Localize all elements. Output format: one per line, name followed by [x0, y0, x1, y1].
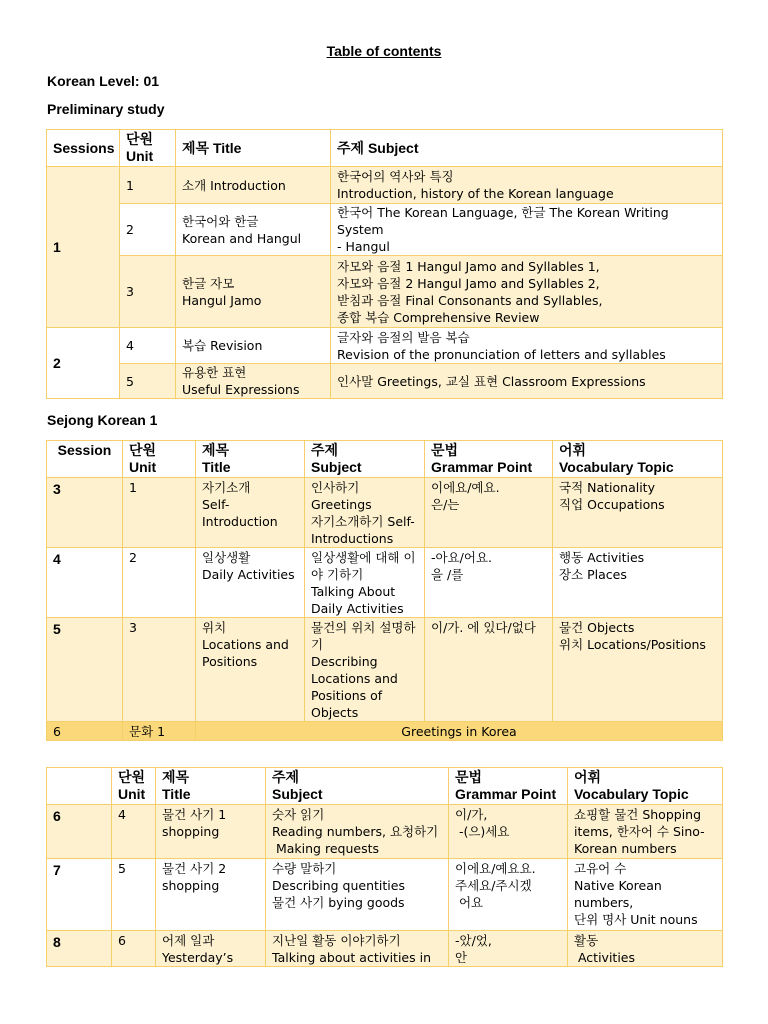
subject-line: 숫자 읽기 [272, 807, 325, 822]
title-cell [156, 859, 266, 931]
subject-line: 한국어의 역사와 특징 [337, 169, 454, 184]
subject-line: Describing [311, 654, 378, 669]
title-line: 소개 Introduction [182, 177, 286, 193]
header-unit-en: Unit [126, 148, 154, 164]
sejong-heading: Sejong Korean 1 [47, 412, 158, 428]
subject-line: Locations and [311, 671, 398, 686]
culture-text: Greetings in Korea [196, 722, 723, 741]
subject-line: Reading numbers, 요청하기 [272, 824, 439, 839]
vocab-line: 고유어 수 [574, 861, 627, 876]
session-cell: 5 [47, 618, 123, 722]
session-cell: 2 [47, 328, 120, 399]
header-sessions: Sessions [47, 130, 120, 167]
vocab-cell [553, 618, 723, 722]
subject-cell [266, 805, 449, 859]
level-heading: Korean Level: 01 [47, 73, 160, 89]
table-row [47, 364, 723, 399]
header-subject [266, 768, 449, 805]
header-line: Vocabulary Topic [574, 786, 689, 802]
table-row [47, 167, 723, 204]
grammar-line: 주세요/주시겠 [455, 878, 532, 893]
session-cell: 7 [47, 859, 112, 931]
vocab-line: 장소 Places [559, 567, 627, 582]
grammar-line: 은/는 [431, 497, 460, 512]
subject-line: Positions of [311, 688, 383, 703]
header-line: 주제 [272, 769, 300, 785]
grammar-line: 이/가, [455, 807, 488, 822]
unit-cell: 2 [120, 204, 176, 256]
title-line: 물건 사기 1 [162, 807, 227, 822]
document-title: Table of contents [326, 43, 442, 59]
header-line: 주제 [311, 442, 339, 458]
header-unit-ko: 단원 [126, 131, 154, 147]
unit-cell: 4 [120, 328, 176, 364]
vocab-line: Native Korean [574, 878, 662, 893]
title-line: Useful Expressions [182, 382, 300, 397]
preliminary-heading: Preliminary study [47, 101, 165, 117]
unit-cell: 1 [123, 478, 196, 548]
header-line: 단원 [118, 769, 146, 785]
unit-cell: 1 [120, 167, 176, 204]
header-title [196, 441, 305, 478]
subject-cell [331, 364, 723, 399]
subject-cell [305, 548, 425, 618]
header-line: Subject [272, 786, 323, 802]
subject-line: 인사말 Greetings, 교실 표현 Classroom Expressions [337, 373, 646, 389]
title-cell [196, 548, 305, 618]
subject-line: Making requests [272, 841, 379, 856]
table-header-row [47, 130, 723, 167]
grammar-cell [425, 618, 553, 722]
subject-line: Revision of the pronunciation of letters and syllables [337, 346, 666, 362]
header-subject: 주제 Subject [331, 130, 723, 167]
title-line: Daily Activities [202, 567, 295, 582]
title-line: Self- [202, 497, 230, 512]
vocab-cell [553, 548, 723, 618]
grammar-cell [449, 931, 568, 967]
subject-line: 인사하기 Greetings [311, 480, 372, 512]
table-row [47, 328, 723, 364]
preliminary-table [46, 129, 723, 399]
title-cell [176, 167, 331, 204]
header-grammar [425, 441, 553, 478]
header-session-empty [47, 768, 112, 805]
vocab-cell [553, 478, 723, 548]
subject-line: Introduction, history of the Korean language [337, 186, 614, 201]
grammar-line: -았/었, [455, 933, 492, 948]
subject-line: 수량 말하기 [272, 861, 337, 876]
session-cell: 1 [47, 167, 120, 328]
title-cell [176, 328, 331, 364]
grammar-cell [449, 805, 568, 859]
sejong-table [46, 440, 723, 741]
title-line: 한글 자모 [182, 275, 235, 291]
subject-line: Introductions [311, 531, 394, 546]
subject-line: Daily Activities [311, 601, 404, 616]
subject-line: 글자와 음절의 발음 복습 [337, 329, 470, 345]
subject-cell [266, 931, 449, 967]
header-line: Grammar Point [431, 459, 533, 475]
subject-line: 한국어 The Korean Language, 한글 The Korean Writing System [337, 205, 669, 237]
vocab-cell [568, 859, 723, 931]
table-row [47, 256, 723, 328]
header-line: 제목 [202, 442, 230, 458]
grammar-line: 어요 [455, 895, 484, 910]
vocab-cell [568, 931, 723, 967]
header-line: Unit [118, 786, 146, 802]
title-cell [176, 204, 331, 256]
table-header-row [47, 441, 723, 478]
grammar-line: 안 [455, 950, 468, 965]
continuation-table [46, 767, 723, 967]
grammar-line: -아요/어요. [431, 550, 492, 565]
header-line: 제목 [162, 769, 190, 785]
title-line: shopping [162, 878, 220, 893]
title-line: Yesterday’s [162, 950, 234, 965]
title-line: shopping [162, 824, 220, 839]
header-line: 어휘 [559, 442, 587, 458]
header-line: 문법 [455, 769, 483, 785]
title-line: 일상생활 [202, 550, 251, 565]
unit-cell: 5 [120, 364, 176, 399]
grammar-line: 을 /를 [431, 567, 464, 582]
header-vocab [568, 768, 723, 805]
header-line: Title [202, 459, 231, 475]
header-grammar [449, 768, 568, 805]
subject-line: 자모와 음절 2 Hangul Jamo and Syllables 2, [337, 275, 600, 291]
title-cell [156, 931, 266, 967]
subject-cell [305, 618, 425, 722]
vocab-line: items, 한자어 수 Sino- [574, 824, 705, 839]
session-cell: 3 [47, 478, 123, 548]
title-line: 자기소개 [202, 480, 251, 495]
header-line: Subject [311, 459, 362, 475]
subject-line: 자기소개하기 Self- [311, 514, 415, 529]
table-row [47, 204, 723, 256]
title-line: 한국어와 한글 [182, 213, 259, 229]
header-line: Unit [129, 459, 157, 475]
table-row [47, 931, 723, 967]
vocab-line: 물건 Objects [559, 620, 635, 635]
subject-line: 일상생활에 대해 이야 기하기 [311, 550, 416, 582]
vocab-line: 쇼핑할 물건 Shopping [574, 807, 702, 822]
grammar-cell [425, 548, 553, 618]
table-row [47, 805, 723, 859]
subject-line: - Hangul [337, 239, 390, 254]
unit-cell: 4 [112, 805, 156, 859]
table-row [47, 859, 723, 931]
title-cell [156, 805, 266, 859]
grammar-cell [425, 478, 553, 548]
vocab-line: numbers, [574, 895, 634, 910]
grammar-line: 이/가. 에 있다/없다 [431, 620, 536, 635]
title-line: Introduction [202, 514, 278, 529]
subject-line: Objects [311, 705, 359, 720]
subject-cell [305, 478, 425, 548]
header-unit [120, 130, 176, 167]
header-line: Title [162, 786, 191, 802]
title-line: Locations and [202, 637, 289, 652]
header-title: 제목 Title [176, 130, 331, 167]
unit-cell: 5 [112, 859, 156, 931]
subject-line: 자모와 음절 1 Hangul Jamo and Syllables 1, [337, 258, 600, 274]
table-row [47, 478, 723, 548]
vocab-line: 단위 명사 Unit nouns [574, 912, 698, 927]
vocab-line: 활동 [574, 933, 599, 948]
title-line: Korean and Hangul [182, 230, 302, 246]
session-cell: 8 [47, 931, 112, 967]
culture-row [47, 722, 723, 741]
header-line: 어휘 [574, 769, 602, 785]
title-line: 복습 Revision [182, 338, 263, 353]
title-line: 물건 사기 2 [162, 861, 227, 876]
header-line: Vocabulary Topic [559, 459, 674, 475]
header-unit [123, 441, 196, 478]
table-header-row [47, 768, 723, 805]
subject-line: Describing quentities [272, 878, 405, 893]
grammar-line: 이에요/예요. [431, 480, 500, 495]
title-line: 유용한 표현 [182, 365, 247, 380]
subject-cell [266, 859, 449, 931]
subject-line: 받침과 음절 Final Consonants and Syllables, [337, 292, 603, 308]
table-row [47, 548, 723, 618]
vocab-line: 국적 Nationality [559, 480, 655, 495]
unit-cell: 2 [123, 548, 196, 618]
unit-cell: 3 [123, 618, 196, 722]
unit-cell: 3 [120, 256, 176, 328]
subject-cell [331, 167, 723, 204]
header-unit [112, 768, 156, 805]
vocab-line: 행동 Activities [559, 550, 645, 565]
subject-cell [331, 328, 723, 364]
vocab-cell [568, 805, 723, 859]
header-line: 문법 [431, 442, 459, 458]
subject-cell [331, 256, 723, 328]
header-subject [305, 441, 425, 478]
grammar-cell [449, 859, 568, 931]
table-row [47, 618, 723, 722]
grammar-line: -(으)세요 [455, 824, 510, 839]
unit-cell: 6 [112, 931, 156, 967]
subject-line: Talking About [311, 584, 396, 599]
subject-line: 종합 복습 Comprehensive Review [337, 309, 540, 325]
title-cell [176, 364, 331, 399]
culture-label: 문화 1 [123, 722, 196, 741]
header-line: 단원 [129, 442, 157, 458]
subject-line: Talking about activities in [272, 950, 432, 965]
title-cell [176, 256, 331, 328]
vocab-line: Activities [574, 950, 635, 965]
title-line: 위치 [202, 620, 227, 635]
subject-line: 지난일 활동 이야기하기 [272, 933, 401, 948]
vocab-line: Korean numbers [574, 841, 677, 856]
session-cell: 4 [47, 548, 123, 618]
header-vocab [553, 441, 723, 478]
subject-line: 물건의 위치 설명하기 [311, 620, 416, 652]
subject-cell [331, 204, 723, 256]
title-line: 어제 일과 [162, 933, 215, 948]
vocab-line: 직업 Occupations [559, 497, 665, 512]
header-session: Session [47, 441, 123, 478]
title-line: Positions [202, 654, 258, 669]
header-title [156, 768, 266, 805]
grammar-line: 이에요/예요요. [455, 861, 536, 876]
culture-session: 6 [47, 722, 123, 741]
title-line: Hangul Jamo [182, 292, 262, 308]
session-cell: 6 [47, 805, 112, 859]
title-cell [196, 478, 305, 548]
vocab-line: 위치 Locations/Positions [559, 637, 706, 652]
title-cell [196, 618, 305, 722]
header-line: Grammar Point [455, 786, 557, 802]
subject-line: 물건 사기 bying goods [272, 895, 405, 910]
